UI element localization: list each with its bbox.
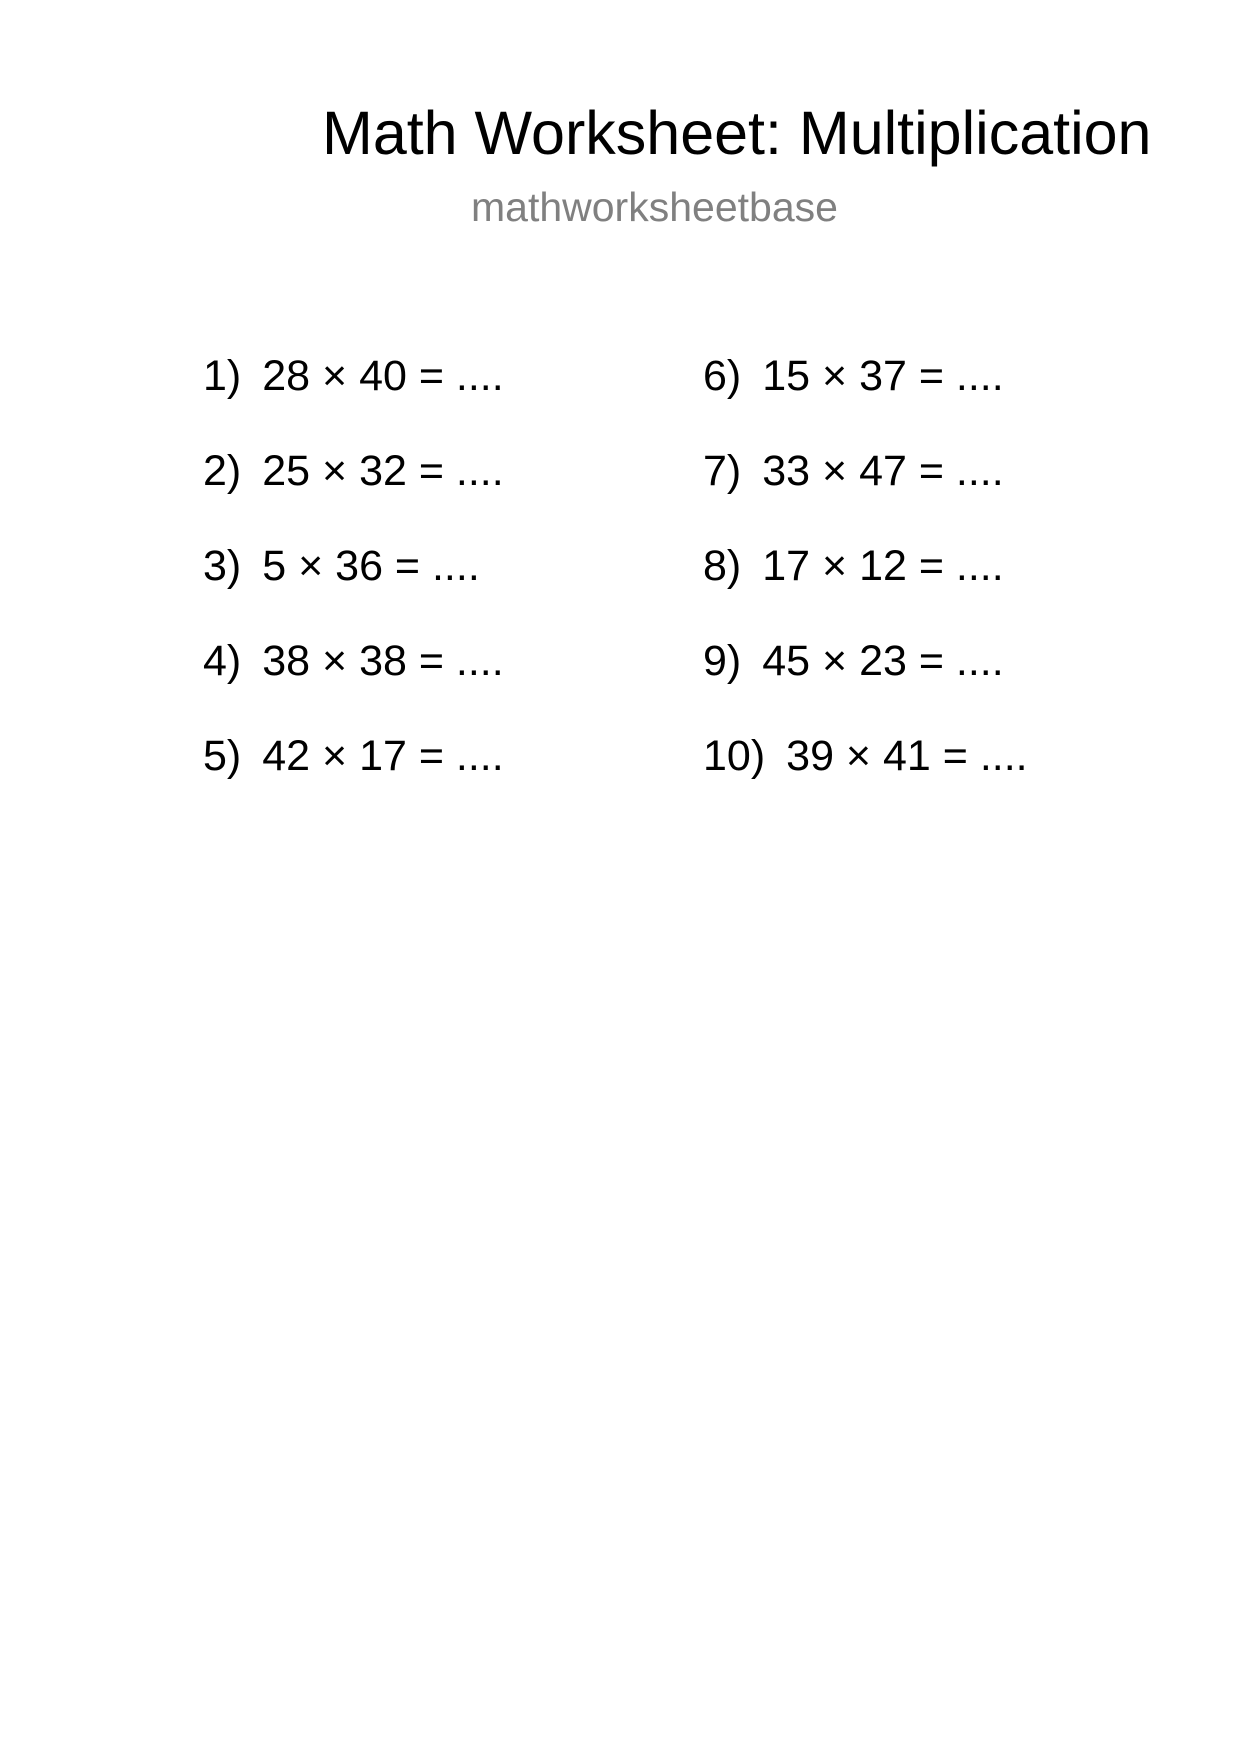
problem-number: 10): [703, 732, 766, 780]
problem-expression: 38 × 38 = ....: [262, 637, 504, 685]
worksheet-title: Math Worksheet: Multiplication: [322, 99, 1152, 167]
problem-number: 5): [203, 732, 242, 780]
problem-number: 6): [703, 352, 742, 400]
problem-expression: 17 × 12 = ....: [762, 542, 1004, 590]
problem-expression: 28 × 40 = ....: [262, 352, 504, 400]
problem-number: 1): [203, 352, 242, 400]
problem-item: [203, 731, 504, 781]
problem-expression: 15 × 37 = ....: [762, 352, 1004, 400]
problem-expression: 42 × 17 = ....: [262, 732, 504, 780]
problem-item: [703, 731, 1028, 781]
problem-item: [703, 541, 1004, 591]
problem-item: [203, 446, 504, 496]
problem-number: 9): [703, 637, 742, 685]
problem-number: 4): [203, 637, 242, 685]
problem-item: [203, 636, 504, 686]
problem-item: [703, 636, 1004, 686]
problem-expression: 39 × 41 = ....: [786, 732, 1028, 780]
problem-expression: 5 × 36 = ....: [262, 542, 480, 590]
problem-item: [703, 351, 1004, 401]
problem-item: [203, 541, 480, 591]
problem-item: [203, 351, 504, 401]
problem-item: [703, 446, 1004, 496]
worksheet-subtitle: mathworksheetbase: [471, 184, 838, 230]
problem-number: 8): [703, 542, 742, 590]
problem-number: 2): [203, 447, 242, 495]
problem-number: 3): [203, 542, 242, 590]
problem-expression: 33 × 47 = ....: [762, 447, 1004, 495]
problem-expression: 45 × 23 = ....: [762, 637, 1004, 685]
problem-number: 7): [703, 447, 742, 495]
problem-expression: 25 × 32 = ....: [262, 447, 504, 495]
